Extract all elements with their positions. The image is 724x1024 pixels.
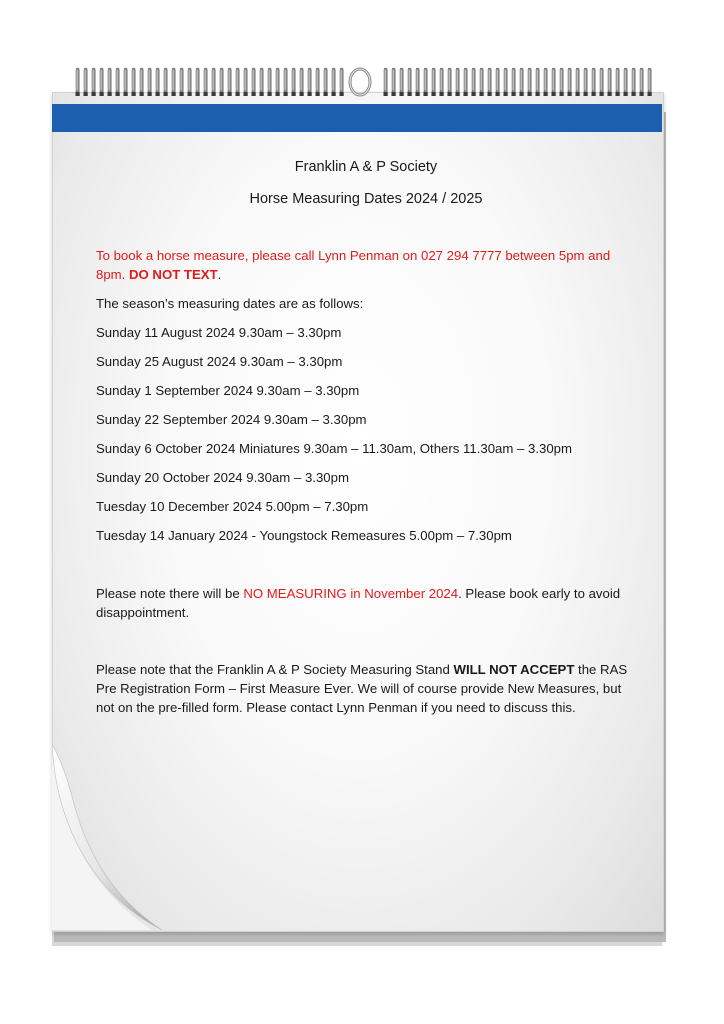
booking-end: . (217, 267, 222, 282)
spiral-binding-icon (54, 62, 664, 106)
booking-notice: To book a horse measure, please call Lynn Penman on 027 294 7777 between 5pm and 8pm. DO NOT TEXT. (96, 248, 611, 282)
date-item: Sunday 11 August 2024 9.30am – 3.30pm (96, 325, 342, 340)
page-curl-icon (52, 744, 172, 934)
do-not-text: DO NOT TEXT (128, 267, 218, 282)
date-item: Sunday 6 October 2024 Miniatures 9.30am – 11.30am, Others 11.30am – 3.30pm (96, 441, 573, 456)
date-item: Sunday 22 September 2024 9.30am – 3.30pm (96, 412, 367, 427)
will-not-accept: WILL NOT ACCEPT (453, 662, 575, 677)
ras-form-note: Please note that the Franklin A & P Society Measuring Stand WILL NOT ACCEPT the RAS Pre Registration Form – First Measure Ever. We will of course provide New Measures, but not on the pre-filled form. Please contact Lynn Penman if you need to discuss this. (96, 662, 628, 715)
no-measuring-highlight: NO MEASURING in November 2024 (243, 586, 459, 601)
date-item: Sunday 20 October 2024 9.30am – 3.30pm (96, 470, 349, 485)
date-item: Sunday 1 September 2024 9.30am – 3.30pm (96, 383, 360, 398)
blue-header-bar (52, 104, 662, 132)
date-item: Tuesday 10 December 2024 5.00pm – 7.30pm (96, 499, 369, 514)
date-item: Tuesday 14 January 2024 - Youngstock Remeasures 5.00pm – 7.30pm (96, 528, 512, 543)
page-subtitle: Horse Measuring Dates 2024 / 2025 (249, 191, 483, 207)
date-item: Sunday 25 August 2024 9.30am – 3.30pm (96, 354, 343, 369)
dates-intro: The season’s measuring dates are as follows: (96, 296, 364, 311)
org-title: Franklin A & P Society (294, 159, 438, 175)
hanger-hook-icon (350, 69, 370, 95)
no-measuring-note: Please note there will be NO MEASURING in November 2024. Please book early to avoid disappointment. (96, 586, 621, 620)
